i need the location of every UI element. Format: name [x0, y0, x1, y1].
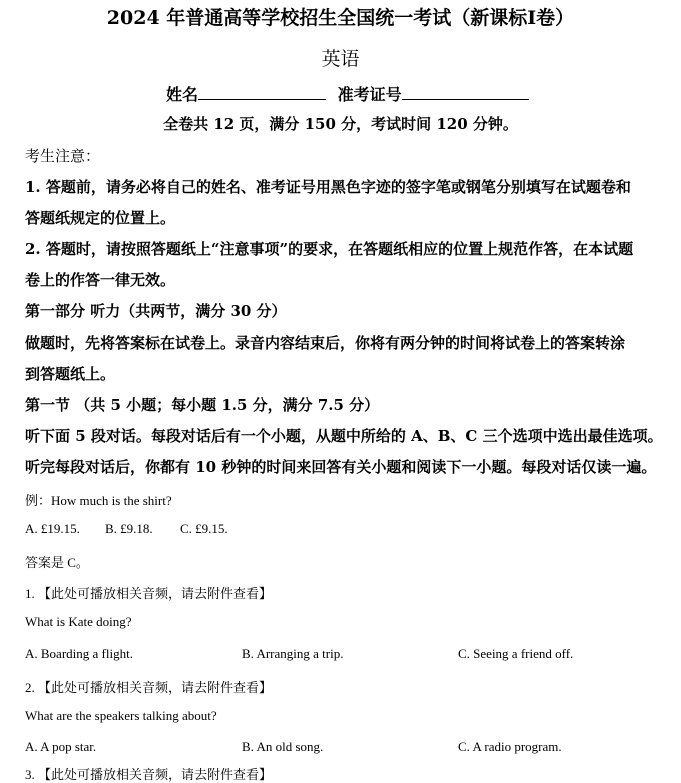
id-label: 准考证号 — [337, 85, 402, 104]
q1-option-a: A. Boarding a flight. — [25, 646, 133, 661]
q2-option-b: B. An old song. — [242, 739, 324, 754]
part1-instr-line1: 做题时，先将答案标在试卷上。录音内容结束后，你将有两分钟的时间将试卷上的答案转涂 — [25, 334, 626, 352]
part1-instr-line2: 到答题纸上。 — [25, 365, 116, 383]
exam-title: 2024 年普通高等学校招生全国统一考试（新课标Ⅰ卷） — [106, 7, 575, 29]
exam-info: 全卷共 12 页，满分 150 分，考试时间 120 分钟。 — [163, 115, 518, 133]
example-option-b: B. £9.18. — [105, 521, 153, 536]
example-question: 例：How much is the shirt? — [25, 493, 172, 508]
notice-item2-line1: 2. 答题时，请按照答题纸上“注意事项”的要求，在答题纸相应的位置上规范作答，在本试题 — [25, 240, 634, 258]
name-blank — [198, 85, 326, 100]
q2-option-a: A. A pop star. — [25, 739, 97, 754]
example-option-c: C. £9.15. — [180, 521, 228, 536]
section1-instr-line1: 听下面 5 段对话。每段对话后有一个小题，从题中所给的 A、B、C 三个选项中选出最佳选项。 — [25, 427, 663, 445]
id-blank — [402, 85, 529, 100]
q1-option-b: B. Arranging a trip. — [242, 646, 344, 661]
section1-heading: 第一节 （共 5 小题；每小题 1.5 分，满分 7.5 分） — [25, 396, 380, 414]
notice-item1-line2: 答题纸规定的位置上。 — [25, 209, 176, 227]
q1-option-c: C. Seeing a friend off. — [458, 646, 574, 661]
q1-audio[interactable]: 1. 【此处可播放相关音频，请去附件查看】 — [25, 586, 273, 601]
name-label: 姓名 — [166, 85, 199, 104]
example-option-a: A. £19.15. — [25, 521, 80, 536]
subject-title: 英语 — [321, 48, 360, 70]
name-id-row — [166, 82, 529, 105]
q2-question: What are the speakers talking about? — [25, 708, 217, 723]
part1-heading: 第一部分 听力（共两节，满分 30 分） — [25, 302, 287, 320]
q2-option-c: C. A radio program. — [458, 739, 562, 754]
q3-audio-partial[interactable]: 3. 【此处可播放相关音频，请去附件查看】 — [25, 767, 273, 782]
q1-question: What is Kate doing? — [25, 614, 132, 629]
section1-instr-line2: 听完每段对话后，你都有 10 秒钟的时间来回答有关小题和阅读下一小题。每段对话仅读一遍。 — [25, 458, 657, 476]
example-answer: 答案是 C。 — [25, 555, 89, 570]
q2-audio[interactable]: 2. 【此处可播放相关音频，请去附件查看】 — [25, 680, 273, 695]
notice-item2-line2: 卷上的作答一律无效。 — [25, 271, 176, 289]
notice-heading: 考生注意： — [25, 147, 101, 165]
notice-item1-line1: 1. 答题前，请务必将自己的姓名、准考证号用黑色字迹的签字笔或钢笔分别填写在试题卷和 — [25, 178, 631, 196]
